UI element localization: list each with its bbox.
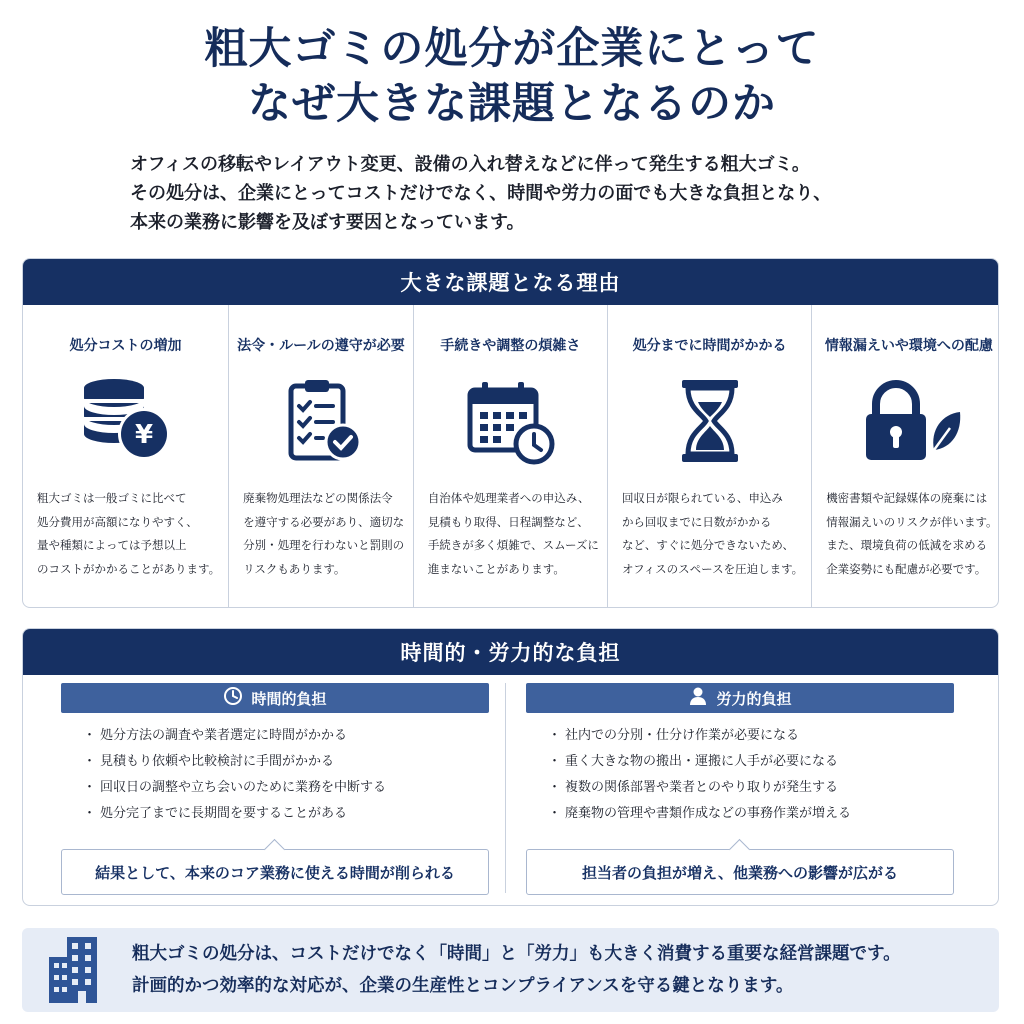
labor-burden-result: 担当者の負担が増え、他業務への影響が広がる	[526, 849, 954, 895]
time-burden-section	[61, 683, 489, 895]
svg-text:¥: ¥	[134, 420, 153, 450]
list-item: ・ 廃棄物の管理や書類作成などの事務作業が増える	[548, 801, 954, 827]
reason-text-line: 企業姿勢にも配慮が必要です。	[826, 561, 987, 576]
list-item: ・ 複数の関係部署や業者とのやり取りが発生する	[548, 775, 954, 801]
time-burden-header	[61, 683, 489, 713]
reason-title: 処分までに時間がかかる	[632, 338, 787, 354]
reasons-heading: 大きな課題となる理由	[23, 259, 998, 305]
summary-line-1: 粗大ゴミの処分は、コストだけでなく「時間」と「労力」も大きく消費する重要な経営課題です。	[132, 944, 901, 964]
reason-title: 処分コストの増加	[69, 338, 182, 354]
burden-heading: 時間的・労力的な負担	[23, 629, 998, 675]
reason-time	[608, 305, 812, 608]
page-title	[0, 22, 1024, 132]
reason-text	[237, 487, 405, 581]
labor-burden-label: 労力的負担	[716, 689, 792, 708]
time-burden-list	[61, 723, 489, 827]
list-item: ・ 社内での分別・仕分け作業が必要になる	[548, 723, 954, 749]
reason-cost	[23, 305, 229, 608]
reason-text-line: から回収までに日数がかかる	[621, 514, 772, 529]
list-item: ・ 処分完了までに長期間を要することがある	[83, 801, 489, 827]
reason-procedures	[414, 305, 608, 608]
labor-burden-header	[526, 683, 954, 713]
person-icon	[688, 686, 708, 710]
reason-text-line: 回収日が限られている、申込み	[621, 491, 783, 505]
reason-text	[820, 487, 997, 581]
intro-line-3: 本来の業務に影響を及ぼす要因となっています。	[130, 212, 525, 233]
time-burden-label: 時間的負担	[251, 689, 327, 708]
reason-text-line: を遵守する必要があり、適切な	[243, 514, 405, 529]
reason-text-line: 粗大ゴミは一般ゴミに比べて	[37, 491, 187, 505]
reason-text-line: 廃棄物処理法などの関係法令	[243, 491, 393, 505]
intro-line-1: オフィスの移転やレイアウト変更、設備の入れ替えなどに伴って発生する粗大ゴミ。	[130, 154, 810, 175]
reason-text-line: 進まないことがあります。	[427, 561, 565, 576]
reason-text-line: オフィスのスペースを圧迫します。	[621, 561, 804, 576]
reason-legal	[229, 305, 414, 608]
lock-leaf-icon	[854, 371, 964, 471]
list-item: ・ 重く大きな物の搬出・運搬に人手が必要になる	[548, 749, 954, 775]
hourglass-icon	[655, 371, 765, 471]
summary-line-2: 計画的かつ効率的な対応が、企業の生産性とコンプライアンスを守る鍵となります。	[132, 976, 794, 996]
reason-text-line: リスクもあります。	[243, 561, 346, 576]
reason-title: 手続きや調整の煩雑さ	[440, 338, 581, 354]
reason-text	[616, 487, 803, 581]
list-item: ・ 見積もり依頼や比較検討に手間がかかる	[83, 749, 489, 775]
summary-box	[22, 928, 999, 1012]
reason-text-line: 見積もり取得、日程調整など、	[427, 514, 589, 529]
reason-text-line: 処分費用が高額になりやすく、	[37, 514, 198, 529]
reason-title: 法令・ルールの遵守が必要	[237, 338, 405, 354]
reason-text-line: 自治体や処理業者への申込み、	[427, 491, 590, 505]
intro-paragraph	[130, 150, 910, 237]
reason-text	[422, 487, 599, 581]
reason-text-line: のコストがかかることがあります。	[37, 561, 221, 576]
reason-text	[31, 487, 220, 581]
reason-text-line: など、すぐに処分できないため、	[621, 538, 794, 552]
title-line-1: 粗大ゴミの処分が企業にとって	[204, 24, 820, 74]
intro-line-2: その処分は、企業にとってコストだけでなく、時間や労力の面でも大きな負担となり、	[130, 183, 832, 204]
clipboard-check-icon	[266, 371, 376, 471]
reason-text-line: 機密書類や記録媒体の廃棄には	[826, 491, 988, 505]
reason-text-line: 分別・処理を行わないと罰則の	[243, 538, 405, 552]
time-burden-result: 結果として、本来のコア業務に使える時間が削られる	[61, 849, 489, 895]
reasons-panel	[22, 258, 999, 608]
reason-text-line: 情報漏えいのリスクが伴います。	[826, 514, 998, 529]
burden-panel	[22, 628, 999, 906]
list-item: ・ 処分方法の調査や業者選定に時間がかかる	[83, 723, 489, 749]
reason-text-line: また、環境負荷の低減を求める	[826, 538, 988, 552]
list-item: ・ 回収日の調整や立ち会いのために業務を中断する	[83, 775, 489, 801]
office-building-icon	[22, 935, 132, 1005]
title-line-2: なぜ大きな課題となるのか	[248, 79, 776, 129]
burden-divider	[505, 683, 506, 893]
reason-text-line: 量や種類によっては予想以上	[37, 538, 187, 552]
reason-text-line: 手続きが多く煩雑で、スムーズに	[427, 538, 599, 552]
labor-burden-list	[526, 723, 954, 827]
reason-security-environment	[812, 305, 999, 608]
calendar-clock-icon	[455, 371, 565, 471]
reason-title: 情報漏えいや環境への配慮	[824, 338, 993, 354]
summary-text	[132, 938, 901, 1002]
labor-burden-section	[526, 683, 954, 895]
coins-yen-icon	[71, 371, 181, 471]
clock-icon	[223, 686, 243, 710]
